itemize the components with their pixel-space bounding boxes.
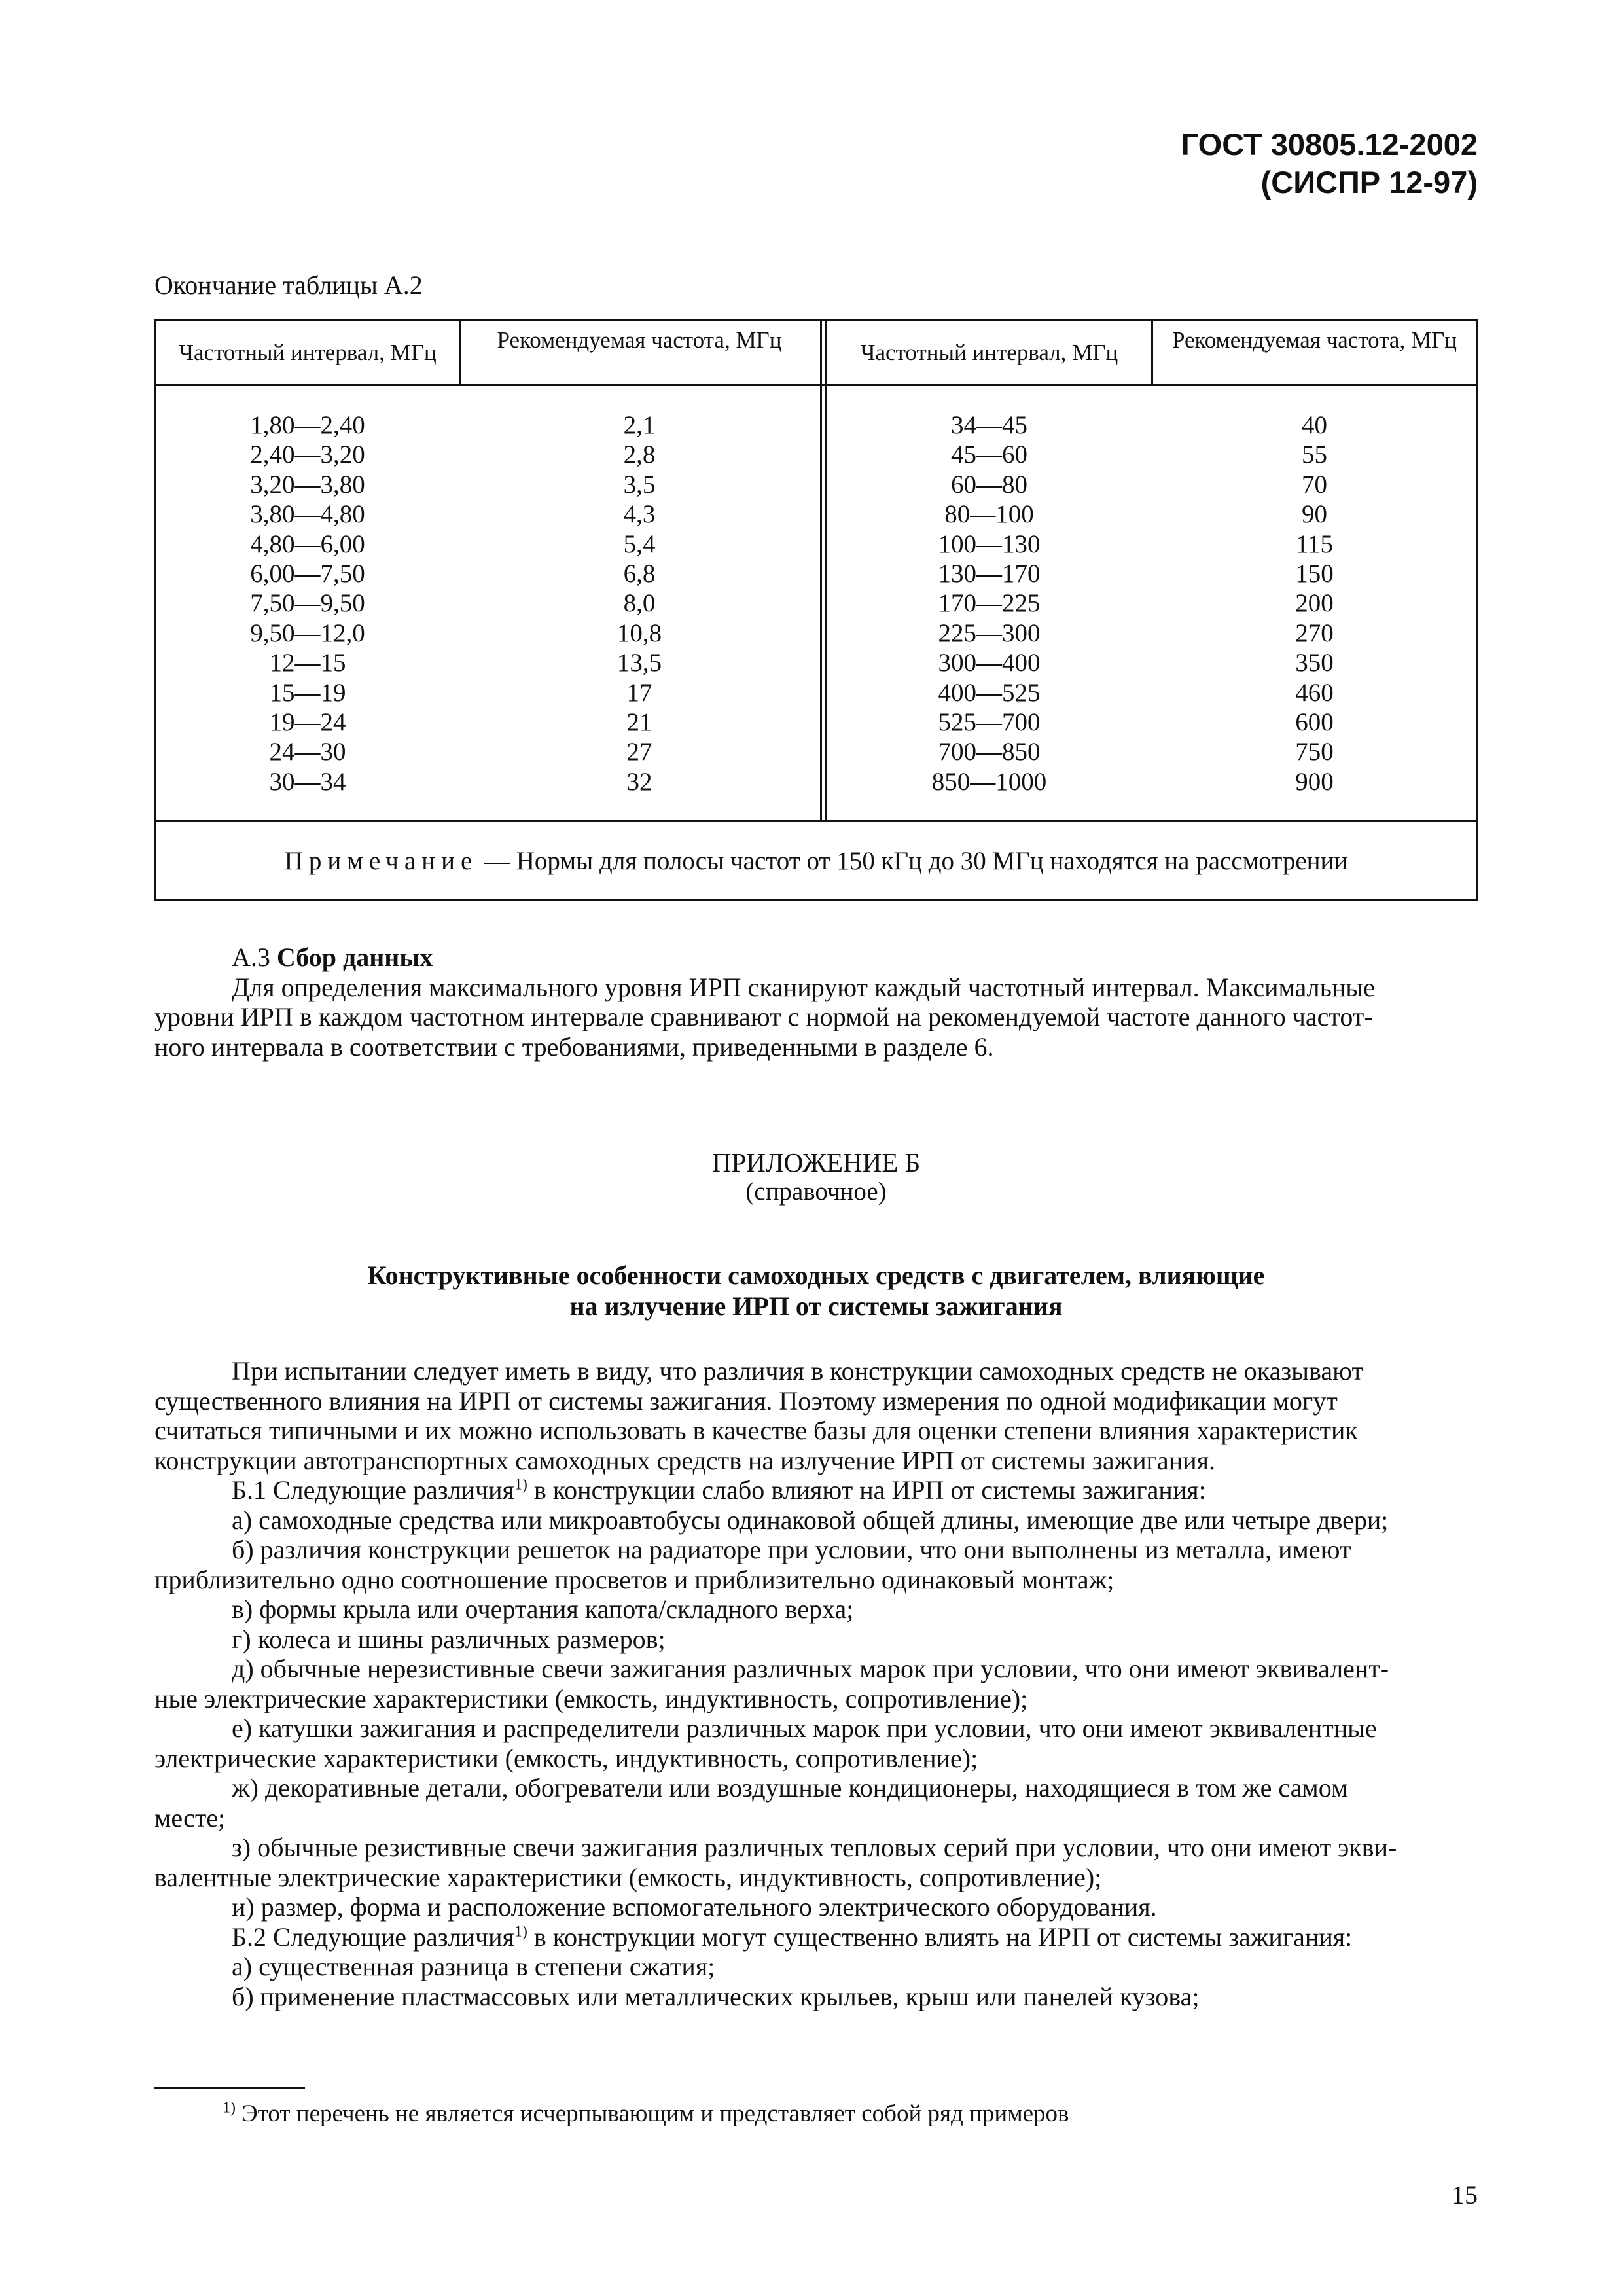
footnote-separator [154,2087,305,2089]
para-line: Для определения максимального уровня ИРП сканируют каждый частотный интервал. Максимальные [232,972,1375,1002]
table-cell: 1,80—2,40 [250,411,365,439]
list-item: а) самоходные средства или микроавтобусы одинаковой общей длины, имеющие две или четыре двери; [232,1505,1389,1535]
table-cell: 200 [1295,589,1334,618]
table-cell: 6,00—7,50 [250,560,365,588]
clause-b2-start: Б.2 Следующие различия [232,1922,514,1952]
table-cell: 80—100 [944,500,1034,529]
table-cell: 13,5 [616,649,662,677]
body-divider [156,820,1476,822]
note-text: — Нормы для полосы частот от 150 кГц до 30 МГц находятся на рассмотрении [484,847,1348,875]
appendix-body [154,1356,1478,2011]
footnote-text: Этот перечень не является исчерпывающим и представляет собой ряд примеров [241,2100,1069,2127]
list-item: д) обычные нерезистивные свечи зажигания различных марок при условии, что они имеют эквивалент- [232,1654,1389,1683]
table-cell: 2,8 [623,440,656,469]
table-cell: 2,40—3,20 [250,440,365,469]
list-item-cont: приблизительно одно соотношение просветов и приблизительно одинаковый монтаж; [154,1564,1115,1594]
list-item: е) катушки зажигания и распределители различных марок при условии, что они имеют эквивалентные [232,1713,1377,1743]
table-cell: 100—130 [938,529,1041,558]
table-cell: 32 [626,767,652,796]
list-item: в) формы крыла или очертания капота/складного верха; [232,1594,854,1624]
table-cell: 34—45 [951,411,1027,439]
table-cell: 30—34 [269,767,346,796]
header-interval-2: Частотный интервал, МГц [860,340,1118,365]
table-cell: 9,50—12,0 [250,619,365,647]
appendix-heading-1: Конструктивные особенности самоходных средств с двигателем, влияющие [367,1261,1265,1290]
footnote [223,2100,1069,2128]
appendix-heading-2: на излучение ИРП от системы зажигания [569,1291,1063,1321]
clause-b2-end: в конструкции могут существенно влиять на ИРП от системы зажигания: [527,1922,1353,1952]
table-cell: 24—30 [269,738,346,766]
table-cell: 6,8 [623,560,656,588]
table-cell: 8,0 [623,589,656,618]
table-cell: 70 [1302,470,1327,499]
footnote-mark: 1) [223,2099,236,2117]
section-a3-number: А.3 [232,942,270,972]
para-line: конструкции автотранспортных самоходных средств на излучение ИРП от системы зажигания. [154,1445,1216,1475]
column-interval-2 [827,410,1151,797]
clause-b2 [154,1922,1478,1952]
appendix-subtitle: (справочное) [745,1177,887,1206]
page-number: 15 [1452,2180,1478,2210]
column-frequency-1 [459,410,820,797]
header-interval-1: Частотный интервал, МГц [179,340,437,365]
table-cell: 170—225 [938,589,1041,618]
list-item: б) различия конструкции решеток на радиаторе при условии, что они выполнены из металла, имеют [232,1535,1351,1564]
table-cell: 90 [1302,500,1327,529]
table-cell: 2,1 [623,411,656,439]
list-item-cont: валентные электрические характеристики (емкость, индуктивность, сопротивление); [154,1862,1102,1892]
table-cell: 17 [626,678,652,707]
table-cell: 270 [1295,619,1334,647]
table-cell: 225—300 [938,619,1041,647]
table-cell: 5,4 [623,529,656,558]
section-a3-title: Сбор данных [276,942,433,972]
list-item: б) применение пластмассовых или металлических крыльев, крыш или панелей кузова; [232,1981,1200,2011]
list-item: и) размер, форма и расположение вспомогательного электрического оборудования. [232,1892,1157,1922]
table-cell: 300—400 [938,649,1041,677]
table-cell: 12—15 [269,649,346,677]
column-interval-1 [156,410,459,797]
frequency-table [154,319,1478,901]
table-cell: 130—170 [938,560,1041,588]
table-cell: 400—525 [938,678,1041,707]
table-cell: 60—80 [951,470,1027,499]
table-cell: 850—1000 [931,767,1047,796]
table-cell: 525—700 [938,708,1041,737]
para-line: считаться типичными и их можно использовать в качестве базы для оценки степени влияния характеристик [154,1416,1358,1445]
para-line: При испытании следует иметь в виду, что различия в конструкции самоходных средств не оказывают [232,1356,1363,1386]
list-item: ж) декоративные детали, обогреватели или воздушные кондиционеры, находящиеся в том же самом [232,1773,1348,1803]
appendix-title: ПРИЛОЖЕНИЕ Б [711,1147,921,1177]
table-cell: 3,20—3,80 [250,470,365,499]
table-cell: 45—60 [951,440,1027,469]
clause-b1 [154,1475,1478,1505]
table-cell: 900 [1295,767,1334,796]
header-divider [156,384,1476,386]
list-item: г) колеса и шины различных размеров; [232,1624,666,1654]
footnote-ref: 1) [514,1476,527,1494]
footnote-ref: 1) [514,1923,527,1941]
clause-b1-start: Б.1 Следующие различия [232,1475,514,1505]
list-item: з) обычные резистивные свечи зажигания различных тепловых серий при условии, что они имеют экви- [232,1833,1397,1862]
column-frequency-2 [1151,410,1478,797]
table-cell: 600 [1295,708,1334,737]
table-cell: 115 [1295,529,1334,558]
table-cell: 4,80—6,00 [250,529,365,558]
table-cell: 27 [626,738,652,766]
list-item-cont: ные электрические характеристики (емкость, индуктивность, сопротивление); [154,1683,1028,1713]
table-caption: Окончание таблицы А.2 [154,270,423,300]
table-cell: 460 [1295,678,1334,707]
table-cell: 4,3 [623,500,656,529]
para-line: уровни ИРП в каждом частотном интервале сравнивают с нормой на рекомендуемой частоте данного частот- [154,1002,1373,1031]
table-cell: 10,8 [616,619,662,647]
table-cell: 700—850 [938,738,1041,766]
table-cell: 350 [1295,649,1334,677]
table-cell: 40 [1302,411,1327,439]
section-a3-heading [154,942,1478,973]
note-label: Примечание [284,847,478,875]
table-cell: 21 [626,708,652,737]
para-line: ного интервала в соответствии с требованиями, приведенными в разделе 6. [154,1031,994,1062]
table-cell: 15—19 [269,678,346,707]
header-frequency-1: Рекомендуемая частота, МГц [497,327,782,353]
table-cell: 150 [1295,560,1334,588]
cispr-number: (СИСПР 12-97) [1260,165,1478,200]
table-cell: 3,80—4,80 [250,500,365,529]
header-frequency-2: Рекомендуемая частота, МГц [1171,327,1457,353]
clause-b1-end: в конструкции слабо влияют на ИРП от системы зажигания: [527,1475,1206,1505]
table-cell: 750 [1295,738,1334,766]
list-item: а) существенная разница в степени сжатия; [232,1952,715,1981]
list-item-cont: электрические характеристики (емкость, индуктивность, сопротивление); [154,1743,978,1773]
table-cell: 55 [1302,440,1327,469]
table-cell: 19—24 [269,708,346,737]
table-cell: 3,5 [623,470,656,499]
standard-number: ГОСТ 30805.12-2002 [1181,127,1478,162]
para-line: существенного влияния на ИРП от системы зажигания. Поэтому измерения по одной модификации могут [154,1386,1338,1416]
table-note [156,846,1476,876]
section-a3 [154,942,1478,1062]
table-cell: 7,50—9,50 [250,589,365,618]
list-item-cont: месте; [154,1803,226,1833]
col-divider-double-a [820,321,822,820]
